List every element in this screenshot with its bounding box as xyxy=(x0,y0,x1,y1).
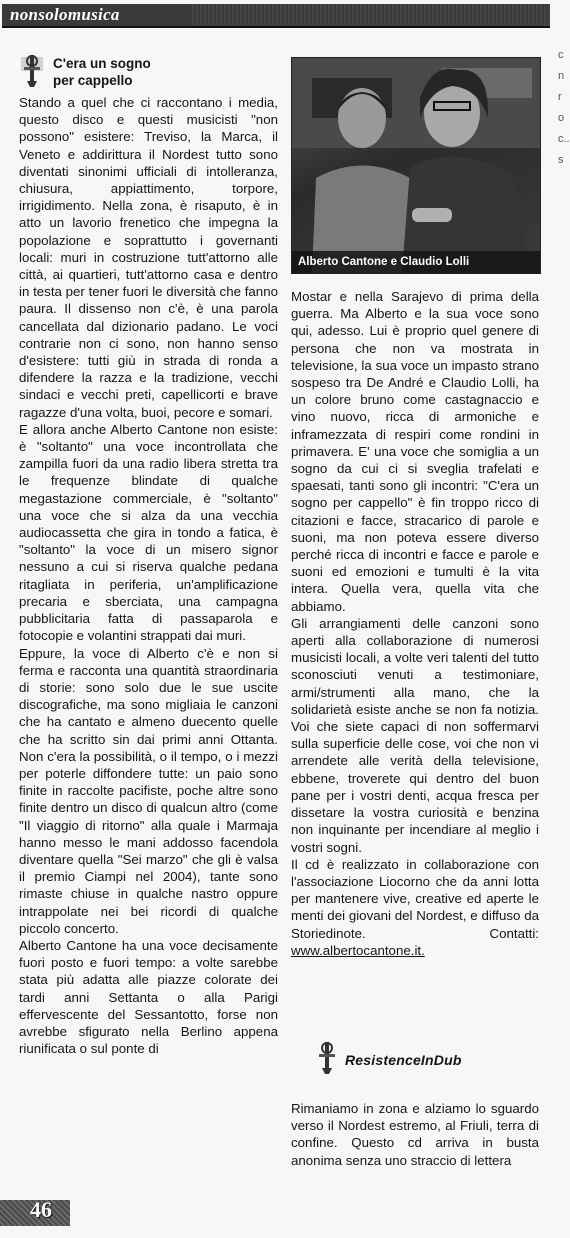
review2-heading xyxy=(315,1040,535,1080)
section-title: nonsolomusica xyxy=(10,5,120,24)
page-number: 46 xyxy=(30,1197,52,1222)
trumpet-icon xyxy=(315,1040,339,1076)
paragraph xyxy=(291,856,539,959)
photo-illustration xyxy=(292,58,540,273)
trumpet-icon xyxy=(19,53,45,89)
review2-text xyxy=(291,1100,539,1200)
review2-title: ResistenceInDub xyxy=(345,1052,462,1068)
paragraph: E allora anche Alberto Cantone non esiste: è "soltanto" una voce incontrollata che zampilla fuori da una radio libera stretta tra le frequenze blindate di qualche megastazione commerciale, è "soltanto" una voce che si alza da una vecchia audiocassetta che gira in tondo a fatica, è "soltanto" la voce di un misero signor nessuno a cui si riserva qualche pedana ritagliata in periferia, un'amplificazione precaria e sberciata, una campagna pubblicitaria fatta di passaparola e fotocopie e volantini strappati dai muri. xyxy=(19,421,278,644)
review-heading xyxy=(19,53,259,93)
paragraph: Eppure, la voce di Alberto c'è e non si ferma e racconta una quantità straordinaria di storie: sono solo due le sue uscite discografiche, ma sono migliaia le canzoni che ha cantato e almeno duecento quelle che ha scritto sin dai primi anni Ottanta. Non c'era la possibilità, o il tempo, o i mezzi per poterle diffondere tutte: un paio sono finite in raccolte pacifiste, poche altre sono finite dentro un disco di qualcun altro (come "Il viaggio di ritorno" alla quale i Marmaja hanno messo le mani addosso facendola diventare quella "Sei marzo" che gli è valsa il premio Ciampi nel 2004), tante sono rimaste chiuse in qualche nastro oppure intrappolate nei bei ricordi di qualche piccolo concerto. xyxy=(19,645,278,936)
website-link[interactable]: www.albertocantone.it. xyxy=(291,942,425,958)
section-header-bar xyxy=(2,4,550,28)
photo-alberto-cantone-claudio-lolli xyxy=(291,57,541,274)
paragraph: Alberto Cantone ha una voce decisamente fuori posto e fuori tempo: a volte sarebbe stata più adatta alle piazze colorate dei tardi anni Settanta o alla Parigi effervescente del Sessantotto, forse non avrebbe sfigurato nella Berlino appena riunificata o sul ponte di xyxy=(19,937,278,1057)
cropped-edge-text: cnroc..s xyxy=(558,49,570,166)
right-column xyxy=(291,288,539,1078)
paragraph: Stando a quel che ci raccontano i media, questo disco e questi musicisti "non possono" esistere: Treviso, la Marca, il Veneto e addirittura il Nordest tutto sono diventati sinonimi ufficiali di intolleranza, chiusura, appiattimento, torpore, irrigidimento. Nella zona, è risaputo, è in atto un lavorio frenetico che impegna la popolazione e soprattutto i governanti locali: muri in costruzione tutt'attorno alle città, ai quartieri, tutt'attorno casa e dentro in testa per tener fuori le diversità che fanno paura. Il dissenso non c'è, è una parola cancellata dal dizionario padano. Le voci contrarie non ci sono, non hanno senso d'esistere: tutti giù in strada di ronda a difendere la razza e la tradizione, vecchi sindaci e vecchi preti, capellicorti e brave ragazze d'una volta, buoi, pecore e somari. xyxy=(19,95,278,420)
paragraph: Mostar e nella Sarajevo di prima della guerra. Ma Alberto e la sua voce sono qui, adesso. Lui è proprio quel genere di persona che non va mostrata in televisione, la sua voce un impasto strano sospeso tra De André e Claudio Lolli, ha un colore bruno come castagnaccio e vino nuovo, ricca di armoniche e inframezzata di respiri come rondini in primavera. E' una voce che somiglia a un sogno da cui ci si sveglia trafelati e spaesati, tanti sono gli incontri: "C'era un sogno per cappello" è fin troppo ricco di citazioni e facce, stracarico di parole e suoni, ma non poteva essere diverso perché ricca di incontri e facce e parole e suoni ed emozioni e tumulti è la vita intera. Quella vera, quella vita che abbiamo. xyxy=(291,289,539,614)
paragraph: Gli arrangiamenti delle canzoni sono aperti alla collaborazione di numerosi musicisti locali, a volte veri talenti del tutto sconosciuti venuti a testimoniare, armi/strumenti alla mano, che la solidarietà esiste anche se non fa notizia. Voi che siete capaci di non soffermarvi sulla superficie delle cose, voi che non vi arrendete alle verità della televisione, ebbene, troverete qui dentro del buon pane per i vostri denti, acqua fresca per dissetare la vostra curiosità e benzina non inquinante per incendiare al meglio i vostri sogni. xyxy=(291,615,539,855)
photo-caption: Alberto Cantone e Claudio Lolli xyxy=(292,251,540,273)
review-title xyxy=(53,55,253,89)
paragraph: Rimaniamo in zona e alziamo lo sguardo verso il Nordest estremo, al Friuli, terra di confine. Questo cd arriva in busta anonima senza uno straccio di lettera xyxy=(291,1101,539,1168)
review-title-line2: per cappello xyxy=(53,73,133,88)
left-column xyxy=(19,94,278,1198)
review-title-line1: C'era un sogno xyxy=(53,56,151,71)
contact-text: Il cd è realizzato in collaborazione con l'associazione Liocorno che da anni lotta per mantenere vive, creative ed aperte le menti dei giovani del Nordest, e diffuso da Storiedinote. Contatti: xyxy=(291,856,539,941)
